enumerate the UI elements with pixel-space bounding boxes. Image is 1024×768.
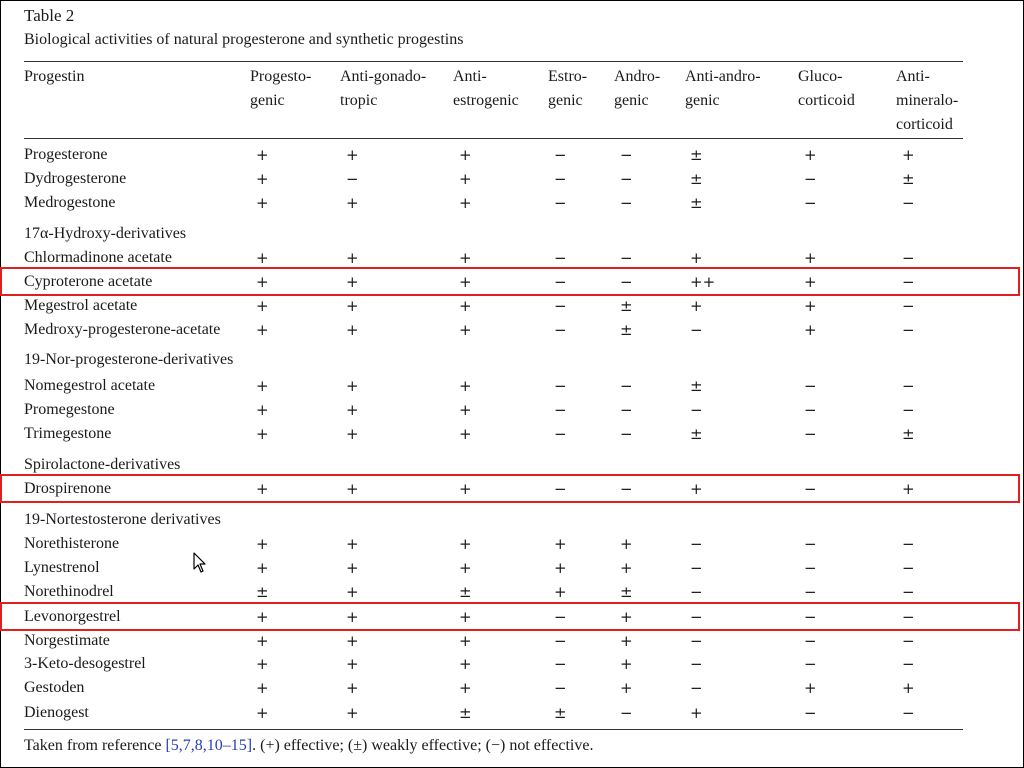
col-progestin-header: Progestin	[24, 68, 85, 85]
col-antigonadotropic-value: −	[346, 170, 359, 188]
col-androgenic-value: −	[620, 480, 633, 498]
col-glucocorticoid-value: −	[804, 608, 817, 626]
col-antimineralocorticoid-value: −	[902, 401, 915, 419]
bottom-rule	[24, 729, 963, 730]
top-rule	[24, 61, 963, 62]
col-androgenic-header: Andro- genic	[614, 68, 661, 109]
row-progestin-name: Lynestrenol	[24, 559, 100, 576]
col-antigonadotropic-value: +	[346, 273, 359, 291]
col-progestogenic-value: ±	[256, 583, 269, 601]
col-antimineralocorticoid-value: −	[902, 321, 915, 339]
row-highlight-box	[0, 602, 1020, 631]
col-antiandrogenic-value: −	[690, 583, 703, 601]
col-progestogenic-value: +	[256, 249, 269, 267]
col-androgenic-value: +	[620, 559, 633, 577]
mouse-cursor-icon	[193, 552, 207, 574]
col-antiestrogenic-value: ±	[459, 704, 472, 722]
col-antigonadotropic-value: +	[346, 321, 359, 339]
col-antiestrogenic-value: +	[459, 632, 472, 650]
col-glucocorticoid-value: −	[804, 704, 817, 722]
col-estrogenic-value: −	[554, 297, 567, 315]
col-progestogenic-header: Progesto- genic	[250, 68, 312, 109]
col-progestogenic-value: +	[256, 146, 269, 164]
row-highlight-box	[0, 474, 1020, 503]
col-antiestrogenic-value: +	[459, 377, 472, 395]
row-progestin-name: Promegestone	[24, 401, 115, 418]
row-progestin-name: Norgestimate	[24, 632, 110, 649]
col-androgenic-value: ±	[620, 297, 633, 315]
col-androgenic-value: +	[620, 535, 633, 553]
col-androgenic-value: −	[620, 704, 633, 722]
col-glucocorticoid-value: +	[804, 297, 817, 315]
row-progestin-name: Norethisterone	[24, 535, 120, 552]
table-footnote	[24, 737, 593, 755]
col-antiestrogenic-value: +	[459, 249, 472, 267]
col-antiandrogenic-value: ++	[690, 273, 716, 291]
row-progestin-name: Cyproterone acetate	[24, 273, 153, 290]
col-glucocorticoid-value: +	[804, 273, 817, 291]
col-antiandrogenic-value: ±	[690, 146, 703, 164]
col-antiestrogenic-value: +	[459, 679, 472, 697]
col-androgenic-value: −	[620, 170, 633, 188]
col-antiandrogenic-value: −	[690, 655, 703, 673]
row-progestin-name: Medrogestone	[24, 194, 116, 211]
col-antiandrogenic-value: −	[690, 608, 703, 626]
col-antiandrogenic-value: ±	[690, 377, 703, 395]
row-progestin-name: Megestrol acetate	[24, 297, 138, 314]
col-antigonadotropic-value: +	[346, 583, 359, 601]
col-glucocorticoid-value: −	[804, 583, 817, 601]
col-antiestrogenic-value: +	[459, 194, 472, 212]
col-progestogenic-value: +	[256, 194, 269, 212]
col-antiandrogenic-value: +	[690, 249, 703, 267]
col-antiandrogenic-value: +	[690, 480, 703, 498]
col-progestogenic-value: +	[256, 655, 269, 673]
row-progestin-name: Medroxy-progesterone-acetate	[24, 321, 221, 338]
row-progestin-name: Trimegestone	[24, 425, 112, 442]
col-antigonadotropic-value: +	[346, 146, 359, 164]
col-antigonadotropic-value: +	[346, 377, 359, 395]
col-androgenic-value: −	[620, 401, 633, 419]
table-title: Table 2	[24, 6, 75, 25]
col-antimineralocorticoid-value: −	[902, 535, 915, 553]
col-antiestrogenic-value: +	[459, 480, 472, 498]
col-antiandrogenic-value: ±	[690, 425, 703, 443]
col-antigonadotropic-value: +	[346, 480, 359, 498]
col-glucocorticoid-value: −	[804, 480, 817, 498]
col-progestogenic-value: +	[256, 480, 269, 498]
col-antiestrogenic-value: +	[459, 608, 472, 626]
col-androgenic-value: −	[620, 249, 633, 267]
col-glucocorticoid-value: +	[804, 321, 817, 339]
row-progestin-name: 3-Keto-desogestrel	[24, 655, 146, 672]
col-glucocorticoid-value: −	[804, 194, 817, 212]
col-antiestrogenic-value: +	[459, 297, 472, 315]
col-antigonadotropic-value: +	[346, 535, 359, 553]
col-estrogenic-value: +	[554, 559, 567, 577]
col-antimineralocorticoid-value: −	[902, 608, 915, 626]
col-antigonadotropic-value: +	[346, 425, 359, 443]
col-glucocorticoid-value: −	[804, 425, 817, 443]
col-progestogenic-value: +	[256, 401, 269, 419]
col-antimineralocorticoid-value: −	[902, 273, 915, 291]
group-heading: Spirolactone-derivatives	[24, 456, 181, 473]
col-antiandrogenic-value: +	[690, 297, 703, 315]
col-progestogenic-value: +	[256, 704, 269, 722]
col-androgenic-value: −	[620, 425, 633, 443]
col-androgenic-value: ±	[620, 321, 633, 339]
col-antimineralocorticoid-value: −	[902, 297, 915, 315]
col-androgenic-value: +	[620, 632, 633, 650]
col-antiestrogenic-header: Anti- estrogenic	[453, 68, 519, 109]
footnote-prefix: Taken from reference	[24, 737, 166, 754]
col-glucocorticoid-header: Gluco- corticoid	[798, 68, 855, 109]
col-antigonadotropic-value: +	[346, 297, 359, 315]
group-heading: 17α-Hydroxy-derivatives	[24, 225, 187, 242]
col-estrogenic-value: −	[554, 655, 567, 673]
col-antiandrogenic-value: −	[690, 321, 703, 339]
col-progestogenic-value: +	[256, 377, 269, 395]
col-progestogenic-value: +	[256, 679, 269, 697]
table-subtitle: Biological activities of natural progesterone and synthetic progestins	[24, 31, 464, 48]
col-antigonadotropic-value: +	[346, 679, 359, 697]
row-progestin-name: Dydrogesterone	[24, 170, 127, 187]
col-estrogenic-value: +	[554, 583, 567, 601]
col-antimineralocorticoid-header: Anti- mineralo- corticoid	[896, 68, 959, 133]
header-rule	[24, 138, 963, 139]
col-estrogenic-header: Estro- genic	[548, 68, 588, 109]
col-glucocorticoid-value: −	[804, 170, 817, 188]
col-antimineralocorticoid-value: −	[902, 377, 915, 395]
col-antiestrogenic-value: +	[459, 170, 472, 188]
col-antiestrogenic-value: +	[459, 655, 472, 673]
col-androgenic-value: +	[620, 655, 633, 673]
row-progestin-name: Chlormadinone acetate	[24, 249, 172, 266]
col-glucocorticoid-value: −	[804, 559, 817, 577]
col-antiestrogenic-value: +	[459, 146, 472, 164]
col-estrogenic-value: −	[554, 321, 567, 339]
col-glucocorticoid-value: −	[804, 377, 817, 395]
col-antigonadotropic-value: +	[346, 655, 359, 673]
col-antimineralocorticoid-value: ±	[902, 425, 915, 443]
col-antiestrogenic-value: +	[459, 401, 472, 419]
col-progestogenic-value: +	[256, 608, 269, 626]
footnote-legend: . (+) effective; (±) weakly effective; (−) not effective.	[252, 737, 594, 754]
col-antiandrogenic-value: −	[690, 559, 703, 577]
row-progestin-name: Gestoden	[24, 679, 85, 696]
col-antigonadotropic-value: +	[346, 559, 359, 577]
row-progestin-name: Levonorgestrel	[24, 608, 121, 625]
col-antimineralocorticoid-value: −	[902, 655, 915, 673]
col-glucocorticoid-value: +	[804, 679, 817, 697]
col-antimineralocorticoid-value: ±	[902, 170, 915, 188]
col-estrogenic-value: −	[554, 377, 567, 395]
col-estrogenic-value: −	[554, 480, 567, 498]
col-estrogenic-value: −	[554, 249, 567, 267]
col-estrogenic-value: −	[554, 425, 567, 443]
col-estrogenic-value: +	[554, 535, 567, 553]
col-antiandrogenic-value: −	[690, 401, 703, 419]
col-antiandrogenic-value: ±	[690, 170, 703, 188]
col-progestogenic-value: +	[256, 273, 269, 291]
row-progestin-name: Norethinodrel	[24, 583, 114, 600]
col-antimineralocorticoid-value: −	[902, 632, 915, 650]
col-antiandrogenic-value: −	[690, 632, 703, 650]
col-progestogenic-value: +	[256, 632, 269, 650]
col-antimineralocorticoid-value: +	[902, 480, 915, 498]
row-progestin-name: Nomegestrol acetate	[24, 377, 156, 394]
col-estrogenic-value: −	[554, 146, 567, 164]
col-estrogenic-value: −	[554, 170, 567, 188]
col-progestogenic-value: +	[256, 425, 269, 443]
row-progestin-name: Dienogest	[24, 704, 89, 721]
col-glucocorticoid-value: −	[804, 535, 817, 553]
row-highlight-box	[0, 267, 1020, 296]
col-antimineralocorticoid-value: −	[902, 559, 915, 577]
col-antigonadotropic-header: Anti-gonado- tropic	[340, 68, 427, 109]
col-androgenic-value: −	[620, 194, 633, 212]
col-antiandrogenic-value: ±	[690, 194, 703, 212]
col-progestogenic-value: +	[256, 559, 269, 577]
col-antigonadotropic-value: +	[346, 194, 359, 212]
col-androgenic-value: −	[620, 377, 633, 395]
col-antiestrogenic-value: +	[459, 559, 472, 577]
col-antiestrogenic-value: +	[459, 321, 472, 339]
col-antiestrogenic-value: ±	[459, 583, 472, 601]
col-estrogenic-value: ±	[554, 704, 567, 722]
col-antimineralocorticoid-value: +	[902, 679, 915, 697]
col-androgenic-value: +	[620, 679, 633, 697]
col-antimineralocorticoid-value: −	[902, 583, 915, 601]
row-progestin-name: Progesterone	[24, 146, 108, 163]
col-antiestrogenic-value: +	[459, 273, 472, 291]
col-progestogenic-value: +	[256, 170, 269, 188]
col-antiestrogenic-value: +	[459, 535, 472, 553]
col-glucocorticoid-value: −	[804, 655, 817, 673]
col-estrogenic-value: −	[554, 194, 567, 212]
col-estrogenic-value: −	[554, 401, 567, 419]
col-progestogenic-value: +	[256, 297, 269, 315]
row-progestin-name: Drospirenone	[24, 480, 112, 497]
col-antiandrogenic-value: +	[690, 704, 703, 722]
group-heading: 19-Nor-progesterone-derivatives	[24, 351, 234, 368]
col-antigonadotropic-value: +	[346, 401, 359, 419]
col-androgenic-value: +	[620, 608, 633, 626]
col-antiandrogenic-header: Anti-andro- genic	[685, 68, 761, 109]
col-glucocorticoid-value: −	[804, 632, 817, 650]
col-estrogenic-value: −	[554, 273, 567, 291]
col-antimineralocorticoid-value: −	[902, 194, 915, 212]
col-androgenic-value: ±	[620, 583, 633, 601]
col-estrogenic-value: −	[554, 608, 567, 626]
col-antigonadotropic-value: +	[346, 632, 359, 650]
col-antiandrogenic-value: −	[690, 679, 703, 697]
group-heading: 19-Nortestosterone derivatives	[24, 511, 221, 528]
col-progestogenic-value: +	[256, 321, 269, 339]
col-antiestrogenic-value: +	[459, 425, 472, 443]
col-estrogenic-value: −	[554, 632, 567, 650]
col-glucocorticoid-value: −	[804, 401, 817, 419]
col-antimineralocorticoid-value: −	[902, 704, 915, 722]
col-antimineralocorticoid-value: +	[902, 146, 915, 164]
col-antimineralocorticoid-value: −	[902, 249, 915, 267]
col-antigonadotropic-value: +	[346, 249, 359, 267]
footnote-references-link[interactable]: [5,7,8,10–15]	[165, 737, 253, 754]
col-androgenic-value: −	[620, 146, 633, 164]
col-antigonadotropic-value: +	[346, 608, 359, 626]
col-progestogenic-value: +	[256, 535, 269, 553]
col-antigonadotropic-value: +	[346, 704, 359, 722]
col-antiandrogenic-value: −	[690, 535, 703, 553]
col-glucocorticoid-value: +	[804, 249, 817, 267]
col-androgenic-value: −	[620, 273, 633, 291]
col-glucocorticoid-value: +	[804, 146, 817, 164]
col-estrogenic-value: −	[554, 679, 567, 697]
